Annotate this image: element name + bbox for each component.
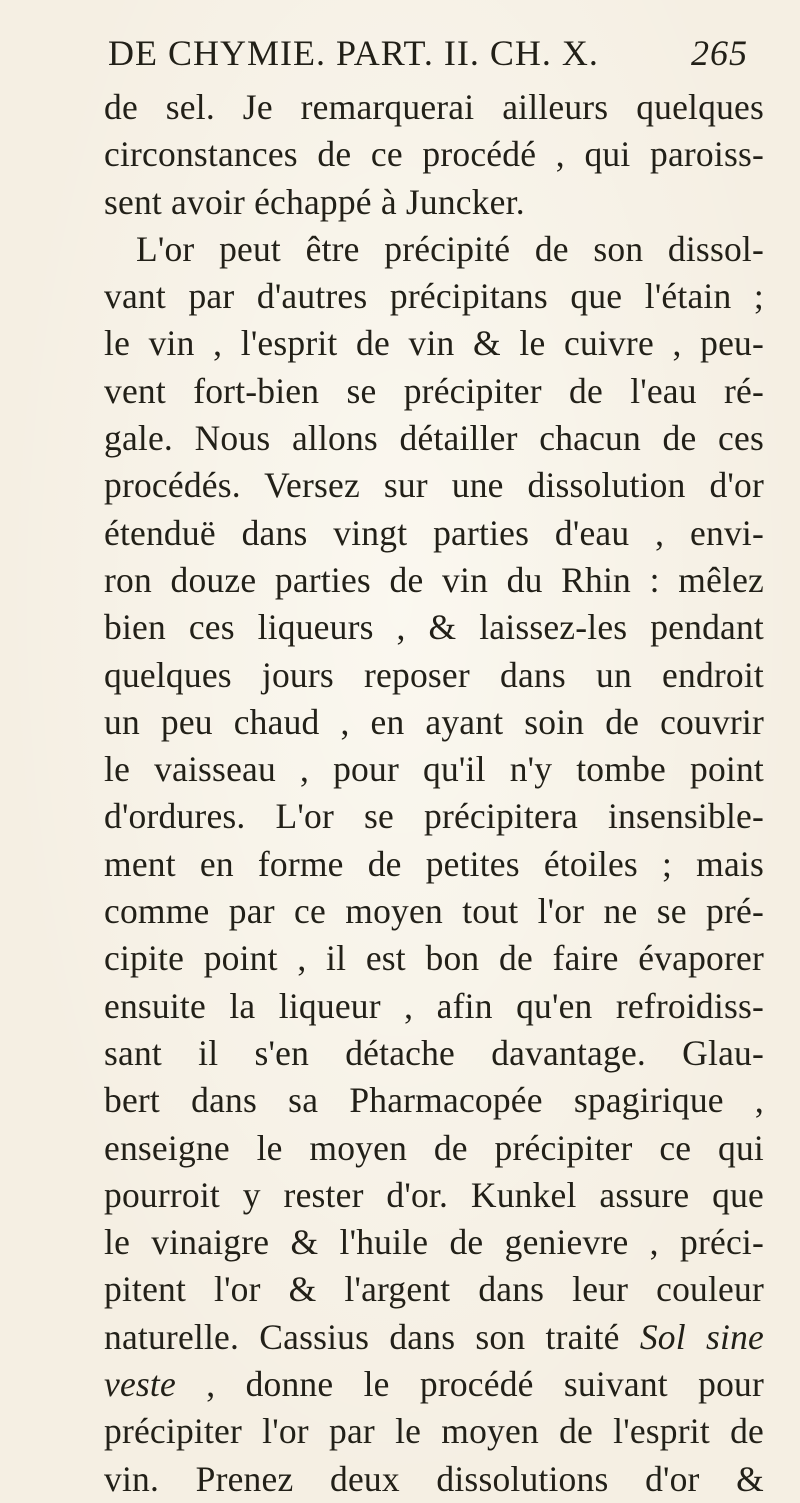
text-line: le vaisseau , pour qu'il n'y tombe point [104,749,764,790]
page-number: 265 [691,33,748,73]
text-line: vent fort-bien se précipiter de l'eau ré- [104,370,764,411]
running-header [108,32,748,82]
text-line: cipite point , il est bon de faire évaporer [104,938,764,979]
paragraph-start-line: L'or peut être précipité de son dissol- [136,228,764,269]
text-line: sant il s'en détache davantage. Glau- [104,1032,764,1073]
text-line: circonstances de ce procédé , qui paroiss- [104,134,764,175]
text-line: gale. Nous allons détailler chacun de ces [104,418,764,459]
text-line: étenduë dans vingt parties d'eau , envi- [104,512,764,553]
text-line: quelques jours reposer dans un endroit [104,654,764,695]
text-line: le vinaigre & l'huile de genievre , préci- [104,1222,764,1263]
body-text [104,84,764,1503]
text-line: enseigne le moyen de précipiter ce qui [104,1127,764,1168]
text-line: ron douze parties de vin du Rhin : mêlez [104,559,764,600]
text-line: comme par ce moyen tout l'or ne se pré- [104,891,764,932]
text-line: précipiter l'or par le moyen de l'esprit de [104,1411,764,1452]
text-line: veste , donne le procédé suivant pour [104,1364,764,1405]
text-line: bien ces liqueurs , & laissez-les pendant [104,607,764,648]
text-line: d'ordures. L'or se précipitera insensible- [104,796,764,837]
italic-title: Sol sine [639,1316,764,1357]
text-line: procédés. Versez sur une dissolution d'or [104,465,764,506]
text-line: sent avoir échappé à Juncker. [104,181,525,222]
text-line: vin. Prenez deux dissolutions d'or & [104,1458,764,1499]
text-line: vant par d'autres précipitans que l'étain ; [104,276,764,317]
text-line: ment en forme de petites étoiles ; mais [104,843,764,884]
text-line: naturelle. Cassius dans son traité Sol sine [104,1316,764,1357]
text-line: pitent l'or & l'argent dans leur couleur [104,1269,764,1310]
text-line: le vin , l'esprit de vin & le cuivre , peu- [104,323,764,364]
text-line: pourroit y rester d'or. Kunkel assure que [104,1174,764,1215]
text-line: un peu chaud , en ayant soin de couvrir [104,701,764,742]
text-line: bert dans sa Pharmacopée spagirique , [104,1080,764,1121]
text-line: de sel. Je remarquerai ailleurs quelques [104,87,764,127]
italic-title: veste [104,1364,176,1405]
text-line: ensuite la liqueur , afin qu'en refroidiss- [104,985,764,1026]
running-title: DE CHYMIE. PART. II. CH. X. [108,33,599,73]
